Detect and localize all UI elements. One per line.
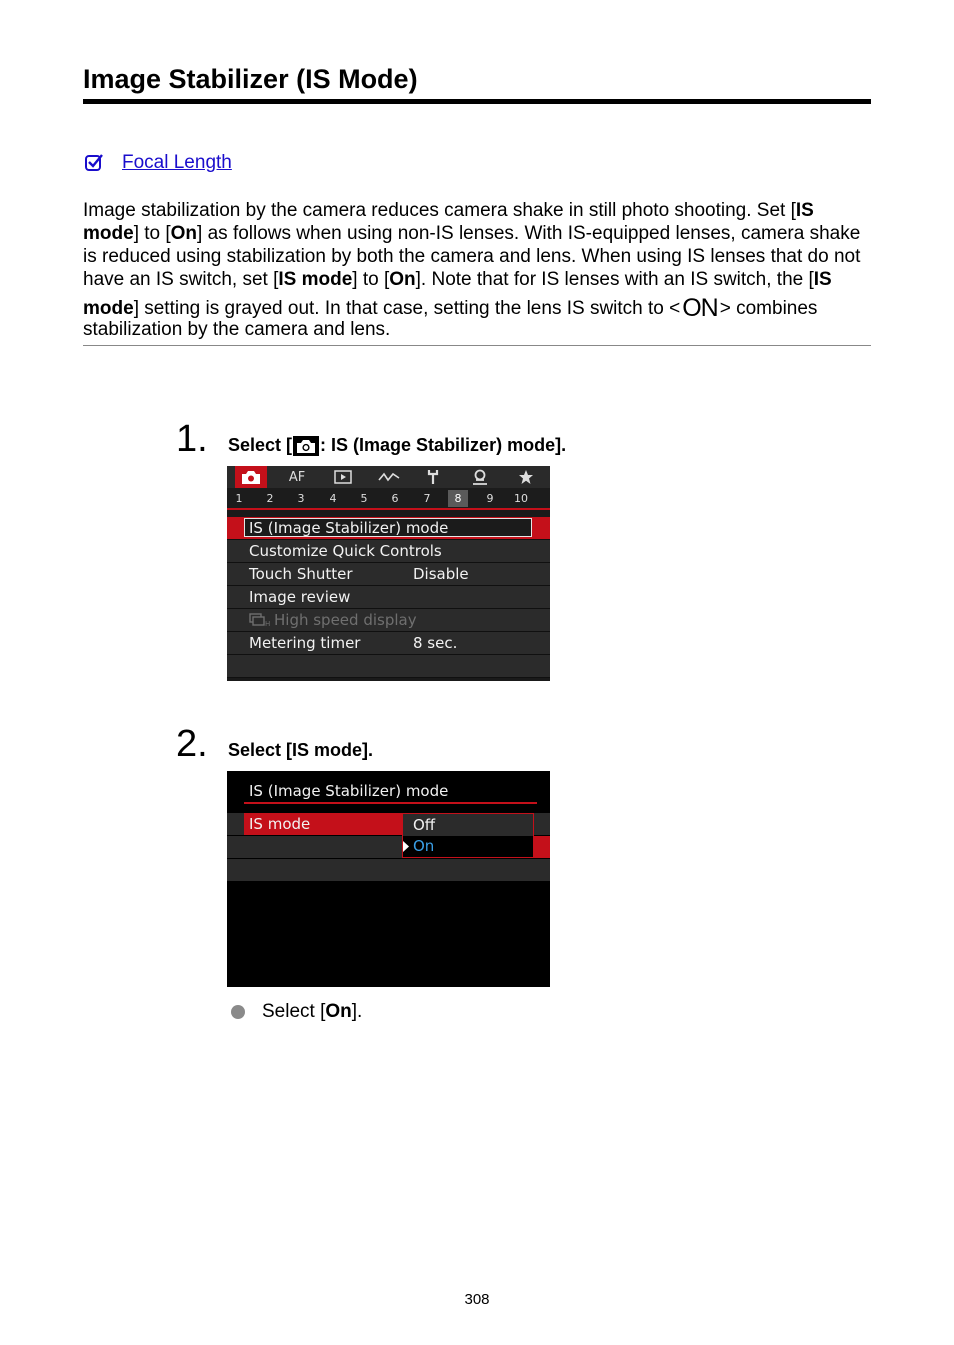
menu-item-value: 8 sec. bbox=[413, 634, 458, 652]
step-number: 1. bbox=[176, 418, 208, 460]
camera-tab-icon[interactable] bbox=[235, 466, 267, 488]
intro-text: ] as follows when using non-IS lenses. With IS-equipped lenses, camera shake bbox=[197, 223, 861, 244]
options-dropdown[interactable] bbox=[402, 813, 534, 858]
option-on[interactable]: On bbox=[413, 837, 435, 855]
bullet-text bbox=[262, 1001, 362, 1023]
is-mode-label: IS mode bbox=[249, 815, 311, 833]
menu-page-8[interactable]: 8 bbox=[448, 490, 468, 507]
menu-page-6[interactable]: 6 bbox=[391, 492, 399, 505]
header-underline bbox=[244, 802, 537, 804]
related-link-row bbox=[83, 152, 232, 174]
focal-length-link[interactable]: Focal Length bbox=[122, 152, 232, 173]
menu-page-10[interactable]: 10 bbox=[514, 492, 528, 505]
selected-marker-icon bbox=[403, 841, 409, 852]
menu-page-4[interactable]: 4 bbox=[329, 492, 337, 505]
intro-bold: IS mode bbox=[278, 269, 353, 290]
menu-item-label: High speed display bbox=[274, 611, 417, 629]
bullet-bold: On bbox=[325, 1001, 352, 1022]
bullet-text-part: Select [ bbox=[262, 1001, 326, 1022]
page-title: Image Stabilizer (IS Mode) bbox=[83, 64, 418, 94]
menu-empty-row bbox=[227, 655, 550, 678]
svg-text:H: H bbox=[265, 620, 271, 627]
intro-text: ] to [ bbox=[352, 269, 390, 290]
intro-bold: On bbox=[170, 223, 198, 244]
option-on-highlight[interactable] bbox=[403, 836, 533, 857]
intro-divider bbox=[83, 345, 871, 346]
menu-item-label: Image review bbox=[249, 588, 351, 606]
menu-item-high-speed-display bbox=[227, 609, 550, 632]
intro-bold: mode bbox=[83, 298, 134, 319]
menu-page-2[interactable]: 2 bbox=[266, 492, 274, 505]
title-divider bbox=[83, 99, 871, 104]
page-number: 308 bbox=[464, 1291, 490, 1308]
intro-bold: IS bbox=[795, 200, 814, 221]
menu-item-value: Disable bbox=[413, 565, 469, 583]
playback-tab-icon[interactable] bbox=[327, 466, 359, 488]
intro-bold: On bbox=[389, 269, 416, 290]
intro-bold: IS bbox=[813, 269, 832, 290]
intro-text: stabilization by the camera and lens. bbox=[83, 319, 391, 340]
checkbox-link-icon bbox=[83, 152, 105, 174]
camera-icon bbox=[293, 436, 319, 456]
wrench-tab-icon[interactable] bbox=[417, 466, 449, 488]
menu-tab-bar bbox=[227, 466, 550, 488]
intro-text: > combines bbox=[719, 298, 818, 319]
intro-text: have an IS switch, set [ bbox=[83, 269, 279, 290]
intro-bold: mode bbox=[83, 223, 134, 244]
option-off[interactable]: Off bbox=[413, 816, 436, 834]
is-mode-screen bbox=[227, 771, 550, 987]
high-speed-display-icon bbox=[249, 613, 273, 627]
screen-header: IS (Image Stabilizer) mode bbox=[249, 782, 449, 800]
menu-item-label: Customize Quick Controls bbox=[249, 542, 442, 560]
on-switch-symbol: ON bbox=[682, 294, 718, 322]
menu-page-5[interactable]: 5 bbox=[360, 492, 368, 505]
star-tab-icon[interactable] bbox=[510, 466, 542, 488]
step-number: 2. bbox=[176, 723, 208, 765]
menu-item-image-review[interactable] bbox=[227, 586, 550, 609]
bullet-text-part: ]. bbox=[351, 1001, 363, 1022]
wireless-tab-icon[interactable] bbox=[373, 466, 405, 488]
menu-page-1[interactable]: 1 bbox=[235, 492, 243, 505]
menu-page-9[interactable]: 9 bbox=[486, 492, 494, 505]
menu-item-customize-quick-controls[interactable] bbox=[227, 540, 550, 563]
step-title-text: : IS (Image Stabilizer) mode]. bbox=[320, 435, 567, 455]
menu-page-3[interactable]: 3 bbox=[297, 492, 305, 505]
step-title-text: Select [ bbox=[228, 435, 293, 455]
menu-page-7[interactable]: 7 bbox=[423, 492, 431, 505]
menu-item-label: Touch Shutter bbox=[249, 565, 353, 583]
menu-item-is-mode[interactable] bbox=[227, 517, 550, 540]
bullet-dot bbox=[231, 1005, 245, 1019]
intro-text: ] to [ bbox=[133, 223, 171, 244]
menu-item-touch-shutter[interactable] bbox=[227, 563, 550, 586]
menu-item-label: IS (Image Stabilizer) mode bbox=[249, 519, 449, 537]
intro-paragraph bbox=[83, 199, 873, 341]
intro-text: ]. Note that for IS lenses with an IS switch, the [ bbox=[415, 269, 814, 290]
menu-item-label: Metering timer bbox=[249, 634, 361, 652]
selection-bar bbox=[534, 836, 550, 858]
step-title bbox=[228, 435, 566, 456]
af-tab[interactable]: AF bbox=[288, 469, 306, 485]
menu-item-metering-timer[interactable] bbox=[227, 632, 550, 655]
menu-page-numbers bbox=[227, 488, 550, 510]
step-title: Select [IS mode]. bbox=[228, 740, 374, 760]
intro-text: is reduced using stabilization by both the camera and lens. When using IS lenses that do not bbox=[83, 246, 861, 267]
intro-text: ] setting is grayed out. In that case, setting the lens IS switch to < bbox=[133, 298, 681, 319]
camera-menu-screen bbox=[227, 466, 550, 681]
empty-row bbox=[227, 859, 550, 881]
custom-function-tab-icon[interactable] bbox=[464, 466, 496, 488]
intro-text: Image stabilization by the camera reduces camera shake in still photo shooting. Set [ bbox=[83, 200, 796, 221]
